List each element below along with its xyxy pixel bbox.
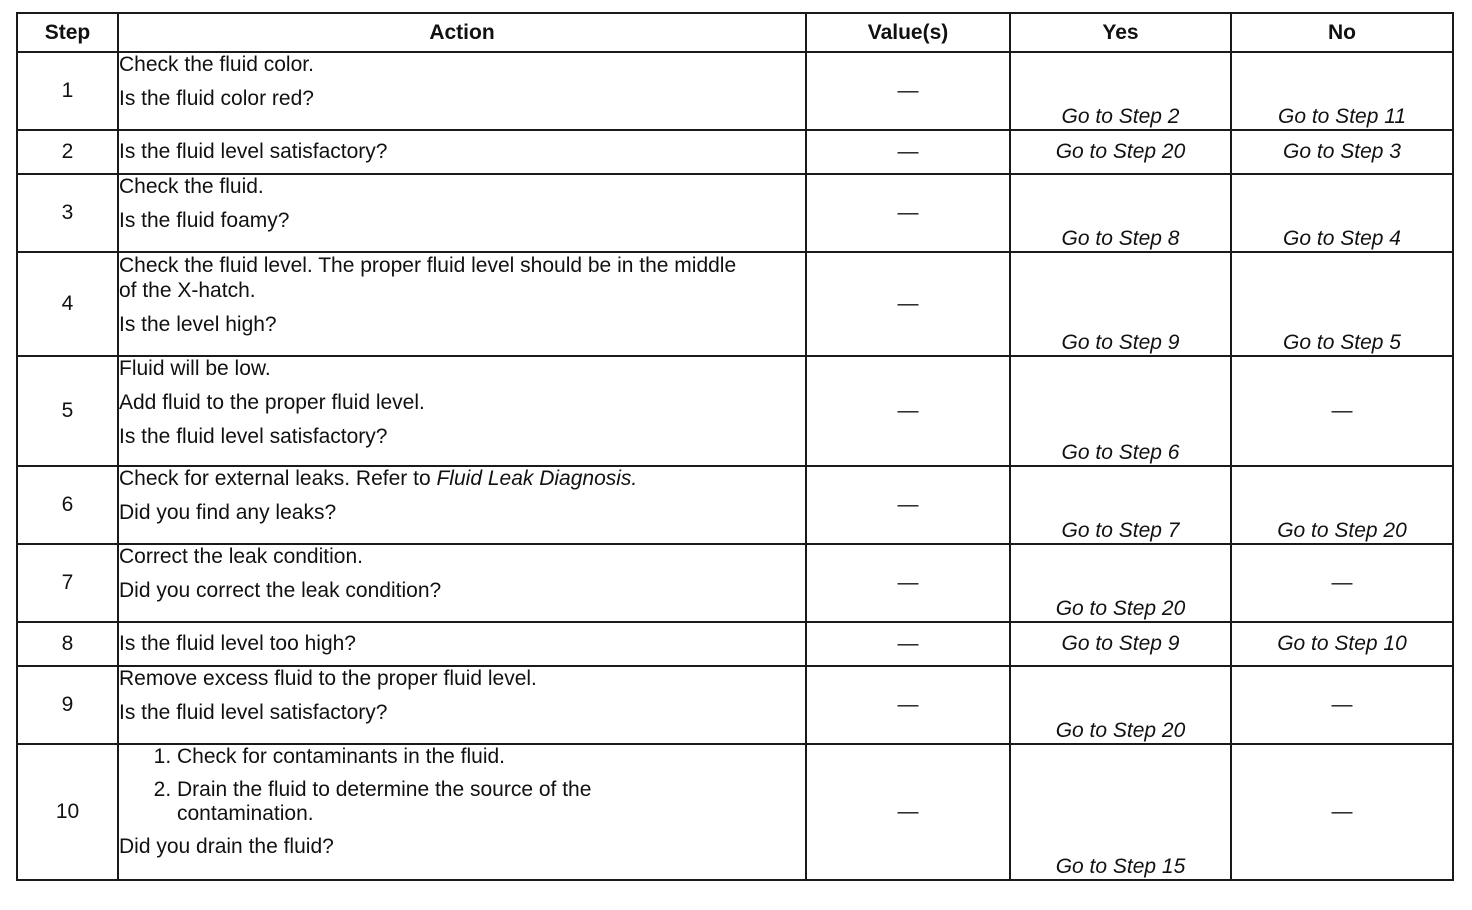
list-item: 1. Check for contaminants in the fluid. (177, 745, 805, 769)
action-text: Fluid will be low. (119, 357, 271, 380)
action-cell (118, 622, 806, 666)
action-text-prefix: Check for external leaks. Refer to (119, 467, 437, 490)
table-row (17, 174, 1453, 252)
action-cell (118, 544, 806, 622)
yes-cell: Go to Step 9 (1010, 622, 1231, 666)
action-cell (118, 252, 806, 356)
action-cell (118, 52, 806, 130)
value-cell: — (806, 744, 1010, 880)
step-number: 9 (17, 666, 118, 744)
header-no: No (1231, 13, 1453, 52)
step-number: 5 (17, 356, 118, 466)
value-cell: — (806, 622, 1010, 666)
value-cell: — (806, 466, 1010, 544)
action-question: Is the fluid level satisfactory? (119, 425, 388, 448)
value-cell: — (806, 130, 1010, 174)
header-yes: Yes (1010, 13, 1231, 52)
action-cell (118, 744, 806, 880)
action-cell (118, 356, 806, 466)
step-number: 7 (17, 544, 118, 622)
no-cell: Go to Step 3 (1231, 130, 1453, 174)
table-row (17, 130, 1453, 174)
action-question: Is the fluid foamy? (119, 209, 290, 232)
table-row (17, 666, 1453, 744)
yes-cell: Go to Step 7 (1010, 466, 1231, 544)
no-cell: — (1231, 356, 1453, 466)
header-values: Value(s) (806, 13, 1010, 52)
action-question: Did you drain the fluid? (119, 835, 334, 858)
action-cell (118, 466, 806, 544)
no-cell: — (1231, 744, 1453, 880)
step-number: 2 (17, 130, 118, 174)
action-question: Did you find any leaks? (119, 501, 337, 524)
action-cell (118, 666, 806, 744)
yes-cell: Go to Step 6 (1010, 356, 1231, 466)
no-cell: — (1231, 666, 1453, 744)
yes-cell: Go to Step 20 (1010, 130, 1231, 174)
table-row (17, 252, 1453, 356)
value-cell: — (806, 52, 1010, 130)
value-cell: — (806, 356, 1010, 466)
step-number: 8 (17, 622, 118, 666)
yes-cell: Go to Step 9 (1010, 252, 1231, 356)
action-text (119, 467, 805, 491)
table-row (17, 622, 1453, 666)
no-cell: — (1231, 544, 1453, 622)
yes-cell: Go to Step 8 (1010, 174, 1231, 252)
value-cell: — (806, 666, 1010, 744)
yes-cell: Go to Step 2 (1010, 52, 1231, 130)
step-number: 6 (17, 466, 118, 544)
action-text: Remove excess fluid to the proper fluid level. (119, 667, 537, 690)
action-question: Did you correct the leak condition? (119, 579, 442, 602)
action-text: Correct the leak condition. (119, 545, 363, 568)
no-cell: Go to Step 20 (1231, 466, 1453, 544)
action-text: Check the fluid. (119, 175, 264, 198)
action-cell (118, 130, 806, 174)
value-cell: — (806, 252, 1010, 356)
yes-cell: Go to Step 20 (1010, 544, 1231, 622)
action-question: Is the level high? (119, 313, 277, 336)
value-cell: — (806, 544, 1010, 622)
step-number: 4 (17, 252, 118, 356)
action-cell (118, 174, 806, 252)
table-row (17, 356, 1453, 466)
step-number: 3 (17, 174, 118, 252)
diagnostic-table (16, 12, 1454, 881)
yes-cell: Go to Step 15 (1010, 744, 1231, 880)
action-text: Check the fluid color. (119, 53, 314, 76)
no-cell: Go to Step 11 (1231, 52, 1453, 130)
action-question: Is the fluid level satisfactory? (119, 140, 388, 163)
table-row (17, 52, 1453, 130)
action-question: Is the fluid color red? (119, 87, 314, 110)
table-row (17, 744, 1453, 880)
table-row (17, 466, 1453, 544)
no-cell: Go to Step 10 (1231, 622, 1453, 666)
yes-cell: Go to Step 20 (1010, 666, 1231, 744)
action-question: Is the fluid level satisfactory? (119, 701, 388, 724)
action-question: Is the fluid level too high? (119, 632, 356, 655)
header-step: Step (17, 13, 118, 52)
header-row (17, 13, 1453, 52)
header-action: Action (118, 13, 806, 52)
list-item: 2. Drain the fluid to determine the source of the contamination. (177, 778, 697, 826)
no-cell: Go to Step 5 (1231, 252, 1453, 356)
no-cell: Go to Step 4 (1231, 174, 1453, 252)
action-text: Check the fluid level. The proper fluid level should be in the middle of the X-hatch. (119, 254, 737, 302)
step-number: 10 (17, 744, 118, 880)
action-steps-list (119, 745, 805, 826)
reference-link: Fluid Leak Diagnosis. (436, 467, 638, 490)
value-cell: — (806, 174, 1010, 252)
table-row (17, 544, 1453, 622)
step-number: 1 (17, 52, 118, 130)
action-text: Add fluid to the proper fluid level. (119, 391, 425, 414)
